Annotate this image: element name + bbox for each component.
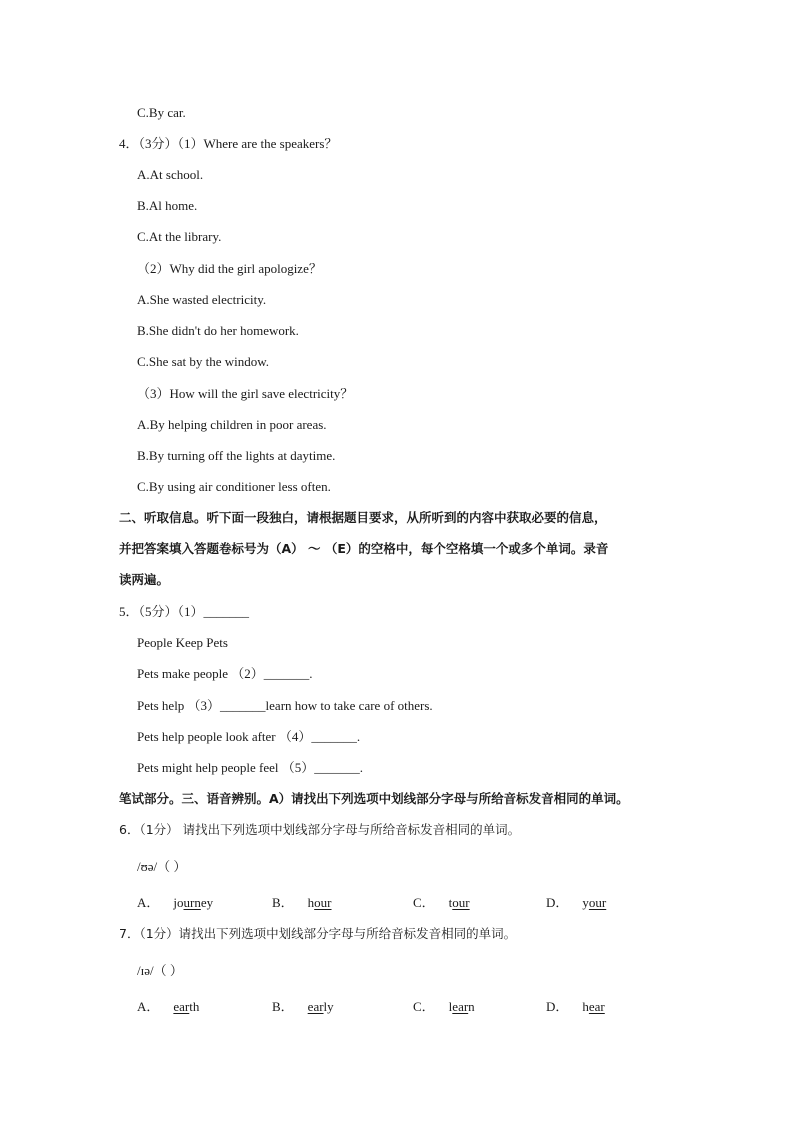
word-underlined: ear <box>588 999 605 1014</box>
q5-line-title: People Keep Pets <box>137 635 228 650</box>
q5-line-5: Pets might help people feel （5）_______. <box>137 760 364 775</box>
q7-phonetic: /ɪə/（ ） <box>137 963 183 978</box>
word-post: ey <box>200 895 214 910</box>
q5-line-2: Pets make people （2）_______. <box>137 666 313 681</box>
q6-option-a <box>137 894 213 912</box>
word-underlined: ear <box>452 999 469 1014</box>
q6-phonetic: /ʊə/（ ） <box>137 859 187 874</box>
option-letter: C． <box>413 895 435 910</box>
q4-sub3-option-a: A.By helping children in poor areas. <box>137 417 327 432</box>
q4-sub2-option-b: B.She didn't do her homework. <box>137 323 299 338</box>
option-letter: C． <box>413 999 435 1014</box>
word-pre: jo <box>173 895 184 910</box>
q6-option-b <box>272 894 332 912</box>
q6-option-d <box>546 894 606 912</box>
q7-option-c <box>413 998 475 1016</box>
word-underlined: ear <box>173 999 190 1014</box>
option-letter: A． <box>137 895 160 910</box>
option-letter: D． <box>546 999 569 1014</box>
q5-header: 5．（5分）（1）_______ <box>119 604 250 619</box>
q4-header: 4．（3分）（1）Where are the speakers？ <box>119 136 338 151</box>
section2-instruction-line1: 二、听取信息。听下面一段独白，请根据题目要求，从所听到的内容中获取必要的信息， <box>119 510 607 525</box>
word-underlined: our <box>452 895 470 910</box>
option-letter: D． <box>546 895 569 910</box>
q4-sub3-question: （3）How will the girl save electricity？ <box>137 386 354 401</box>
section3-instruction: 笔试部分。三、语音辨别。A）请找出下列选项中划线部分字母与所给音标发音相同的单词。 <box>119 791 629 806</box>
word-underlined: our <box>588 895 607 910</box>
q4-sub1-option-c: C.At the library. <box>137 229 222 244</box>
word-post: n <box>468 999 475 1014</box>
word-pre: l <box>448 999 453 1014</box>
q4-sub1-option-b: B.Al home. <box>137 198 198 213</box>
q7-option-b <box>272 998 334 1016</box>
q7-header: 7．（1分）请找出下列选项中划线部分字母与所给音标发音相同的单词。 <box>119 926 517 941</box>
option-letter: A． <box>137 999 160 1014</box>
q5-line-3: Pets help （3）_______learn how to take care of others. <box>137 698 433 713</box>
word-pre: y <box>582 895 589 910</box>
word-underlined: our <box>314 895 332 910</box>
q4-sub3-option-c: C.By using air conditioner less often. <box>137 479 331 494</box>
section2-instruction-line3: 读两遍。 <box>119 572 170 587</box>
option-letter: B． <box>272 999 294 1014</box>
word-pre: t <box>448 895 453 910</box>
word-post: ly <box>323 999 334 1014</box>
section2-instruction-line2: 并把答案填入答题卷标号为（A） ～ （E）的空格中，每个空格填一个或多个单词。录音 <box>119 541 609 556</box>
word-post: th <box>189 999 200 1014</box>
word-underlined: urn <box>183 895 201 910</box>
q5-line-4: Pets help people look after （4）_______. <box>137 729 361 744</box>
q4-sub3-option-b: B.By turning off the lights at daytime. <box>137 448 336 463</box>
word-pre: h <box>582 999 589 1014</box>
q4-sub1-option-a: A.At school. <box>137 167 204 182</box>
q6-header: 6．（1分） 请找出下列选项中划线部分字母与所给音标发音相同的单词。 <box>119 822 521 837</box>
q4-sub2-option-a: A.She wasted electricity. <box>137 292 267 307</box>
q7-option-a <box>137 998 199 1016</box>
word-underlined: ear <box>307 999 324 1014</box>
word-pre: h <box>307 895 315 910</box>
option-letter: B． <box>272 895 294 910</box>
q7-option-d <box>546 998 605 1016</box>
q4-sub2-option-c: C.She sat by the window. <box>137 354 270 369</box>
q6-option-c <box>413 894 470 912</box>
q3-option-c: C.By car. <box>137 105 186 120</box>
q4-sub2-question: （2）Why did the girl apologize？ <box>137 261 322 276</box>
